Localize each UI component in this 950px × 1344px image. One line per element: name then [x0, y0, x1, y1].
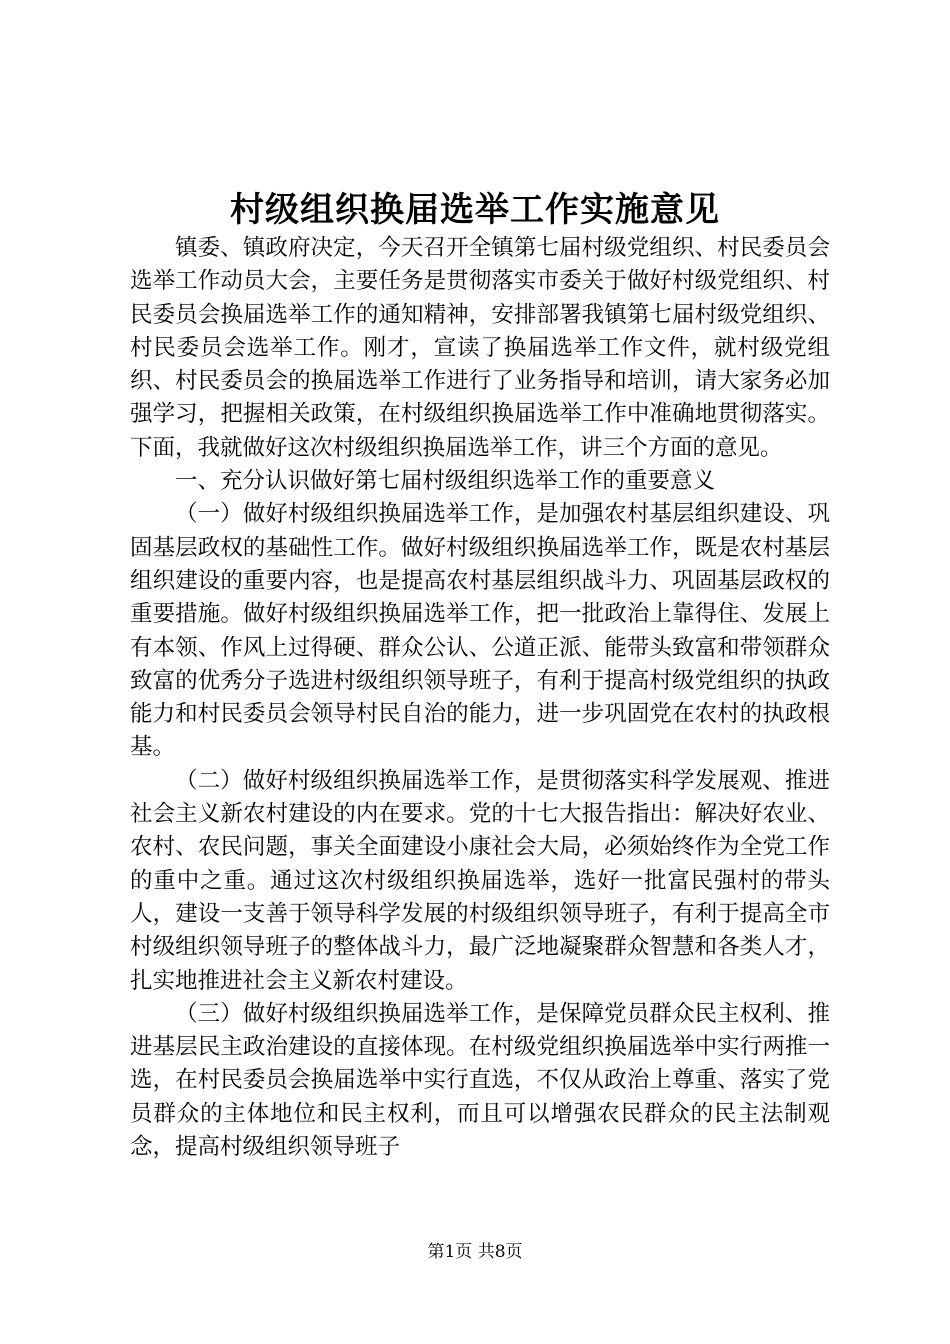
paragraph-point-3: （三）做好村级组织换届选举工作，是保障党员群众民主权利、推进基层民主政治建设的直接体现。在村级党组织换届选举中实行两推一选，在村民委员会换届选举中实行直选，不仅从政治上尊重、落实了党员群众的主体地位和民主权利，而且可以增强农民群众的民主法制观念，提高村级组织领导班子: [130, 1000, 830, 1161]
page-footer: 第1页 共8页: [427, 1242, 523, 1262]
document-title: 村级组织换届选举工作实施意见: [230, 190, 720, 230]
section-heading-1: 一、充分认识做好第七届村级组织选举工作的重要意义: [175, 468, 716, 495]
document-body: [130, 232, 830, 1164]
paragraph-point-2: （二）做好村级组织换届选举工作，是贯彻落实科学发展观、推进社会主义新农村建设的内在要求。党的十七大报告指出：解决好农业、农村、农民问题，事关全面建设小康社会大局，必须始终作为全党工作的重中之重。通过这次村级组织换届选举，选好一批富民强村的带头人，建设一支善于领导科学发展的村级组织领导班子，有利于提高全市村级组织领导班子的整体战斗力，最广泛地凝聚群众智慧和各类人才，扎实地推进社会主义新农村建设。: [130, 767, 830, 994]
paragraph-point-1: （一）做好村级组织换届选举工作，是加强农村基层组织建设、巩固基层政权的基础性工作。做好村级组织换届选举工作，既是农村基层组织建设的重要内容，也是提高农村基层组织战斗力、巩固基层政权的重要措施。做好村级组织换届选举工作，把一批政治上靠得住、发展上有本领、作风上过得硬、群众公认、公道正派、能带头致富和带领群众致富的优秀分子选进村级组织领导班子，有利于提高村级党组织的执政能力和村民委员会领导村民自治的能力，进一步巩固党在农村的执政根基。: [130, 501, 830, 761]
paragraph-intro: 镇委、镇政府决定，今天召开全镇第七届村级党组织、村民委员会选举工作动员大会，主要任务是贯彻落实市委关于做好村级党组织、村民委员会换届选举工作的通知精神，安排部署我镇第七届村级党组织、村民委员会选举工作。刚才，宣读了换届选举工作文件，就村级党组织、村民委员会的换届选举工作进行了业务指导和培训，请大家务必加强学习，把握相关政策，在村级组织换届选举工作中准确地贯彻落实。下面，我就做好这次村级组织换届选举工作，讲三个方面的意见。: [130, 235, 830, 461]
